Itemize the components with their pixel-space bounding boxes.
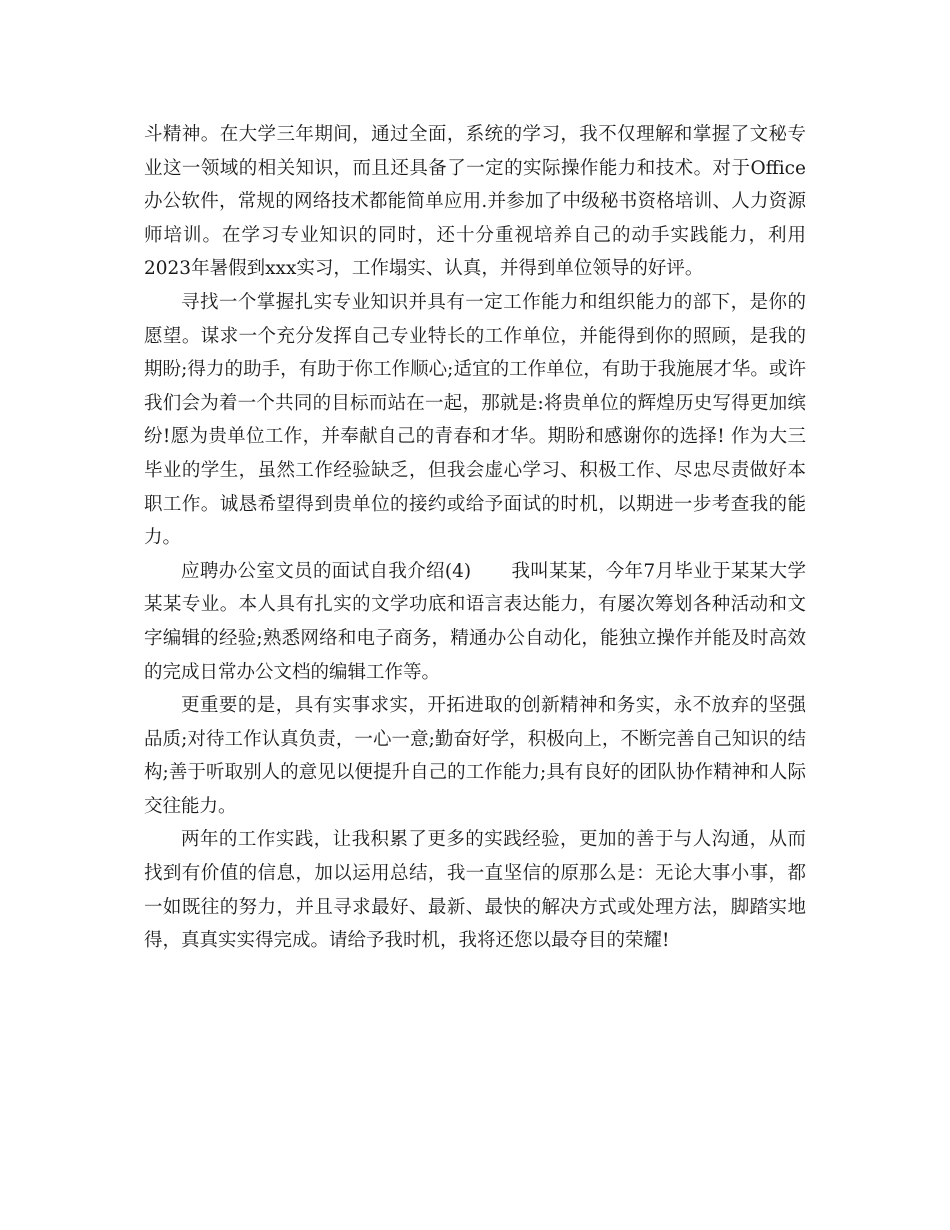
paragraph-work-practice: 两年的工作实践，让我积累了更多的实践经验，更加的善于与人沟通，从而找到有价值的信息，加以运用总结，我一直坚信的原那么是：无论大事小事，都一如既往的努力，并且寻求最好、最新、最快的解决方式或处理方法，脚踏实地得，真真实实得完成。请给予我时机，我将还您以最夺目的荣耀! [144,829,806,952]
document-body [144,118,806,958]
paragraph-self-introduction [144,555,806,689]
section-heading: 应聘办公室文员的面试自我介绍(4) [181,560,472,582]
paragraph-aspiration: 寻找一个掌握扎实专业知识并具有一定工作能力和组织能力的部下，是你的愿望。谋求一个充分发挥自己专业特长的工作单位，并能得到你的照顾，是我的期盼;得力的助手，有助于你工作顺心;适宜的工作单位，有助于我施展才华。或许我们会为着一个共同的目标而站在一起，那就是:将贵单位的辉煌历史写得更加缤纷!愿为贵单位工作，并奉献自己的青春和才华。期盼和感谢你的选择! 作为大三毕业的学生，虽然工作经验缺乏，但我会虚心学习、积极工作、尽忠尽责做好本职工作。诚恳希望得到贵单位的接约或给予面试的时机，以期进一步考查我的能力。 [144,291,806,549]
paragraph-qualities: 更重要的是，具有实事求实，开拓进取的创新精神和务实，永不放弃的坚强品质;对待工作认真负责，一心一意;勤奋好学，积极向上，不断完善自己知识的结构;善于听取别人的意见以便提升自己的工作能力;具有良好的团队协作精神和人际交往能力。 [144,695,806,817]
self-introduction-text: 我叫某某，今年7月毕业于某某大学某某专业。本人具有扎实的文学功底和语言表达能力，有屡次筹划各种活动和文字编辑的经验;熟悉网络和电子商务，精通办公自动化，能独立操作并能及时高效的完成日常办公文档的编辑工作等。 [144,560,806,683]
paragraph-study-experience: 斗精神。在大学三年期间，通过全面，系统的学习，我不仅理解和掌握了文秘专业这一领域的相关知识，而且还具备了一定的实际操作能力和技术。对于Office办公软件，常规的网络技术都能简单应用.并参加了中级秘书资格培训、人力资源师培训。在学习专业知识的同时，还十分重视培养自己的动手实践能力，利用2023年暑假到xxx实习，工作塌实、认真，并得到单位领导的好评。 [144,124,806,280]
